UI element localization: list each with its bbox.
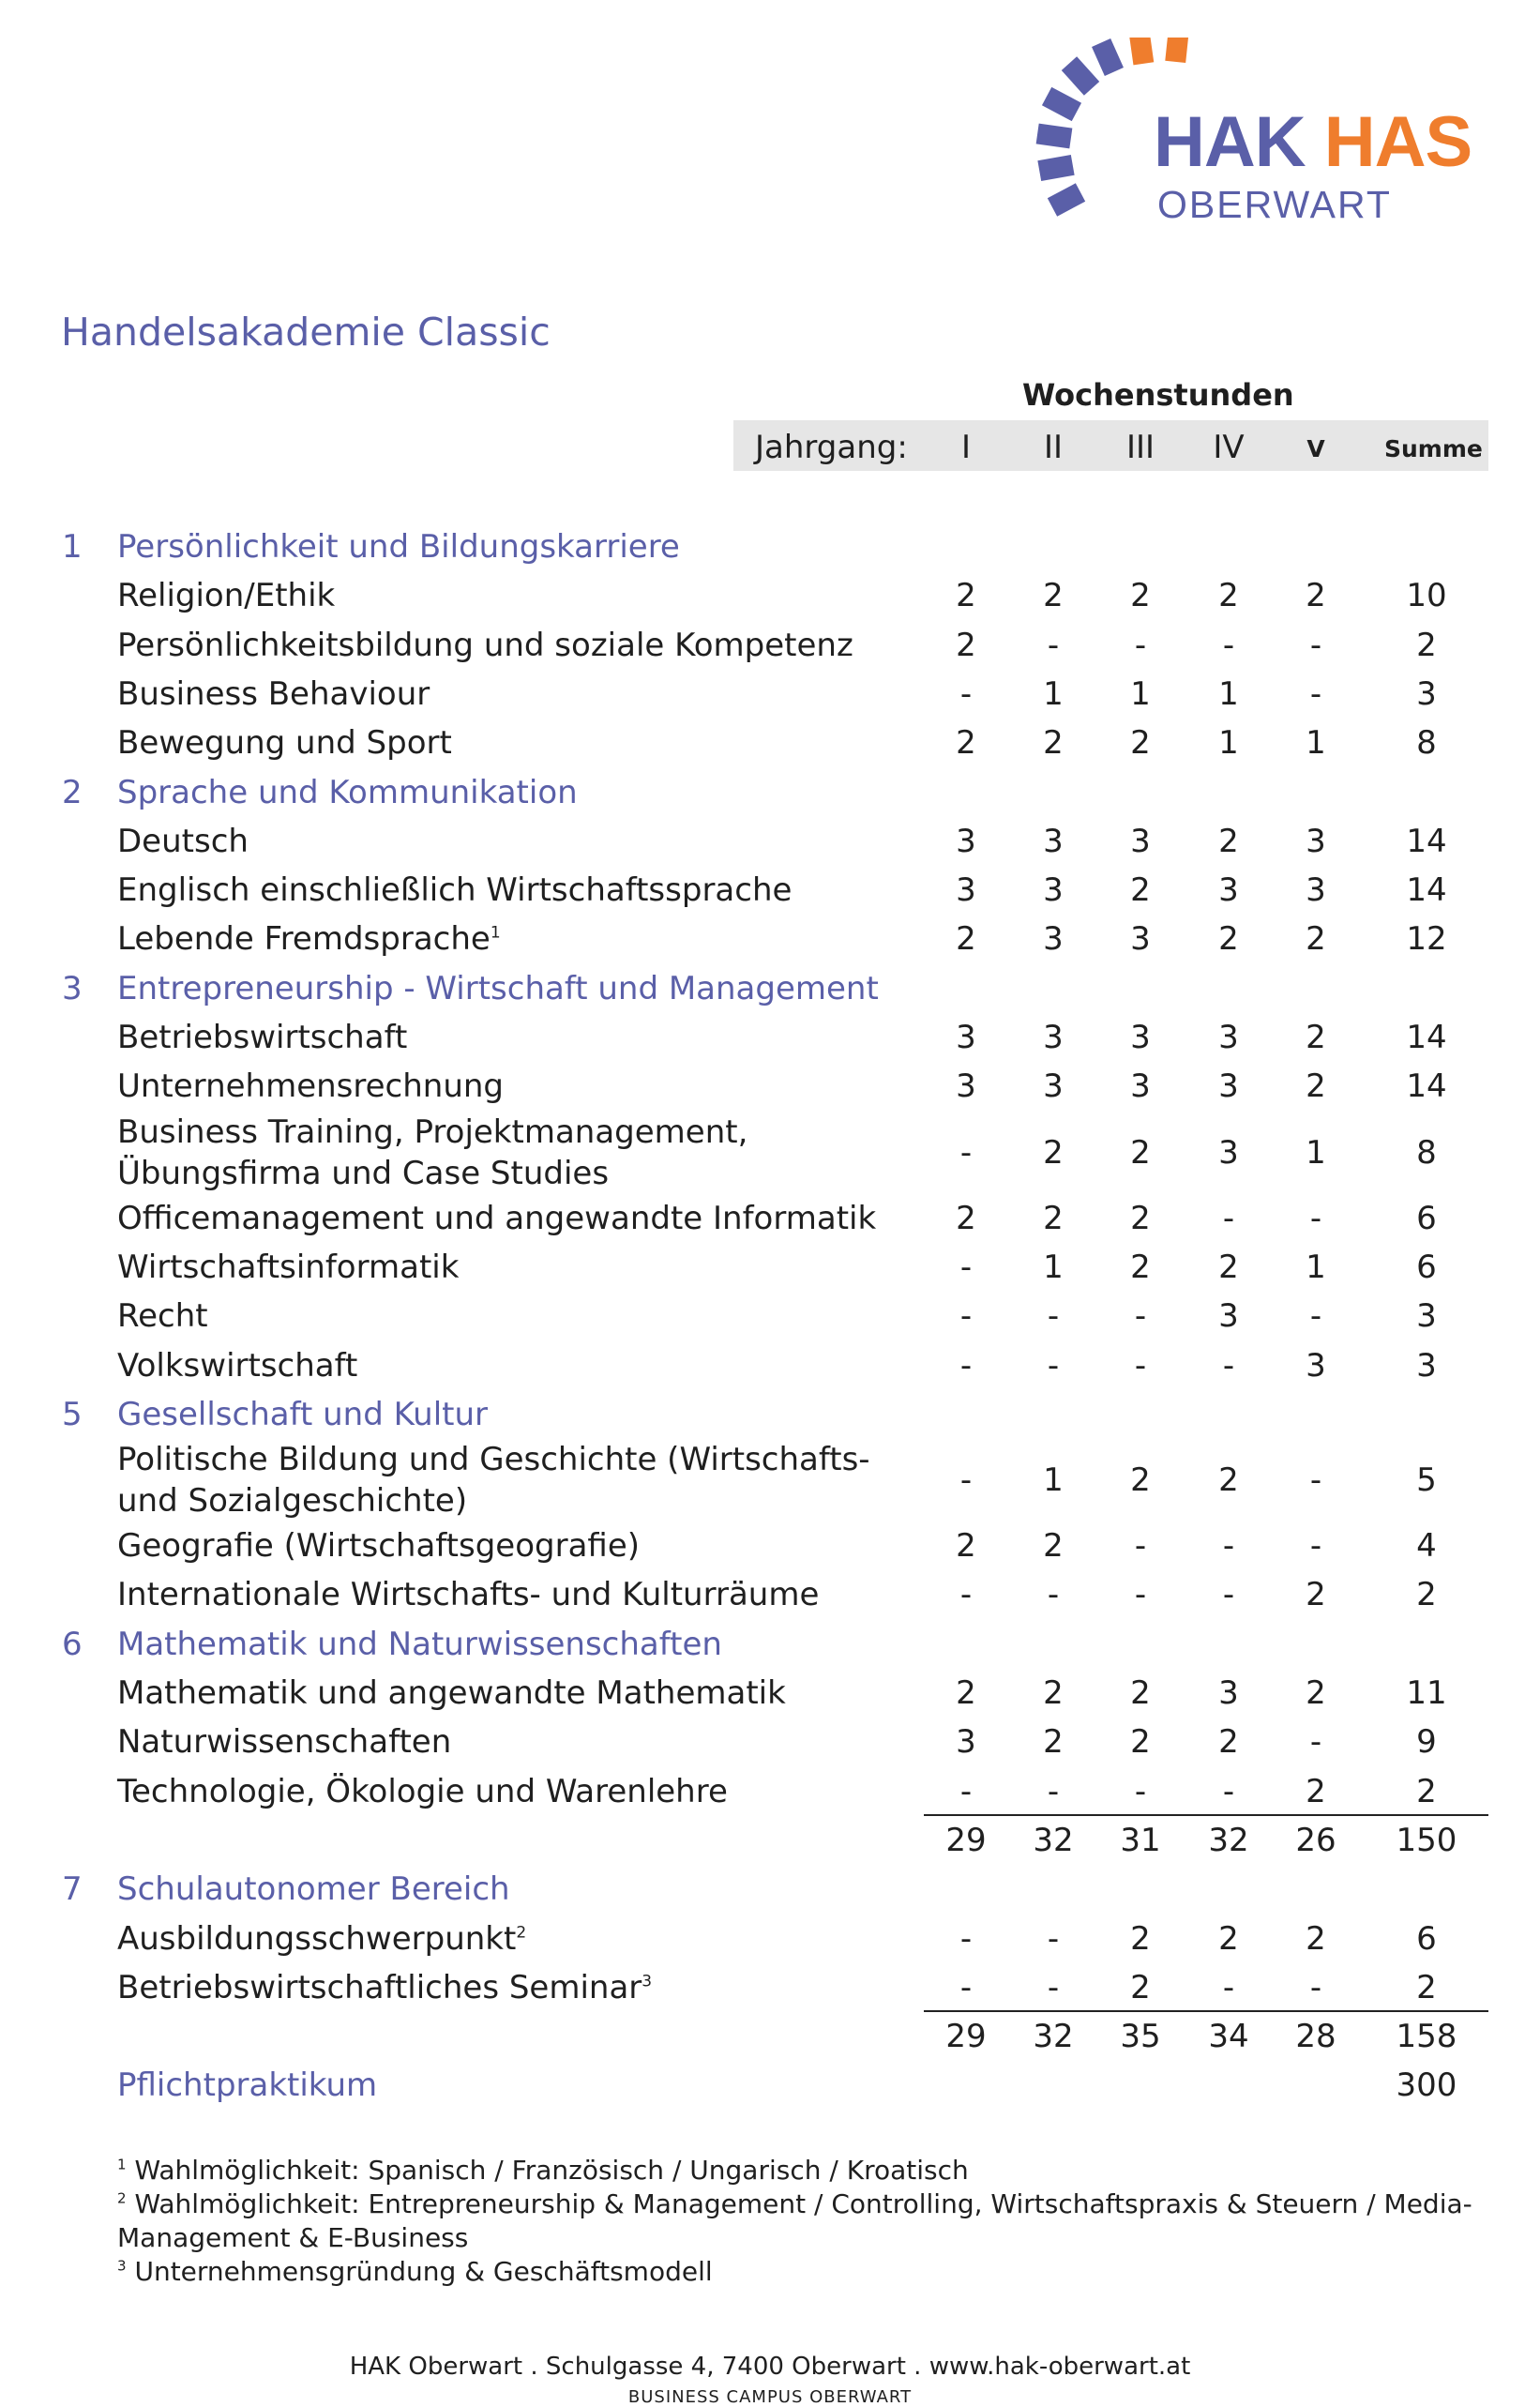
footnote: $^1$ Wahlmöglichkeit: Spanisch / Französisch / Ungarisch / Kroatisch bbox=[117, 2155, 969, 2186]
sum-cell: 9 bbox=[1416, 1723, 1437, 1762]
hours-cell: 2 bbox=[1218, 822, 1239, 860]
hours-cell: 2 bbox=[1130, 871, 1151, 910]
praktikum-hours: 300 bbox=[1396, 2066, 1457, 2105]
subject-row bbox=[0, 670, 1540, 719]
subject-row bbox=[0, 621, 1540, 670]
subject-name: Wirtschaftsinformatik bbox=[117, 1248, 460, 1286]
hours-cell: 3 bbox=[1306, 822, 1326, 860]
section-row bbox=[0, 1865, 1540, 1914]
hours-cell: 3 bbox=[1043, 920, 1064, 959]
hours-cell: 3 bbox=[956, 1067, 976, 1106]
hours-cell: 2 bbox=[956, 724, 976, 763]
hours-cell: 2 bbox=[1043, 1723, 1064, 1762]
hours-cell: 2 bbox=[1306, 1674, 1326, 1712]
hours-cell: 2 bbox=[1218, 1723, 1239, 1762]
col-header: III bbox=[1125, 429, 1155, 466]
hours-cell: - bbox=[959, 1576, 973, 1614]
school-logo bbox=[1032, 38, 1510, 244]
col-header: II bbox=[1043, 429, 1064, 466]
jahrgang-label: Jahrgang: bbox=[755, 429, 908, 466]
footer-tagline: BUSINESS CAMPUS OBERWART bbox=[627, 2387, 913, 2407]
hours-cell: - bbox=[1309, 1723, 1322, 1762]
footnote: $^2$ Wahlmöglichkeit: Entrepreneurship & Management / Controlling, Wirtschaftspraxis & Steuern / Media- bbox=[117, 2188, 1472, 2219]
hours-cell: 3 bbox=[1306, 1346, 1326, 1385]
hours-cell: 2 bbox=[1306, 1019, 1326, 1056]
hours-cell: 2 bbox=[1043, 1199, 1064, 1237]
section-row bbox=[0, 1390, 1540, 1439]
footnote-continued: Management & E-Business bbox=[117, 2222, 469, 2253]
hours-cell: 3 bbox=[1043, 1067, 1064, 1106]
hours-cell: - bbox=[1222, 1346, 1235, 1385]
section-number: 7 bbox=[62, 1870, 83, 1909]
subject-name: Religion/Ethik bbox=[117, 577, 336, 615]
hours-cell: - bbox=[1222, 626, 1235, 664]
section-number: 1 bbox=[62, 528, 83, 566]
subject-name: Persönlichkeitsbildung und soziale Kompetenz bbox=[117, 626, 853, 664]
subject-name: Recht bbox=[117, 1297, 208, 1336]
praktikum-title: Pflichtpraktikum bbox=[117, 2066, 378, 2105]
hours-cell: 31 bbox=[1120, 1821, 1161, 1859]
hours-cell: 3 bbox=[1218, 871, 1239, 910]
hours-cell: 2 bbox=[1043, 724, 1064, 763]
hours-cell: - bbox=[959, 1133, 973, 1172]
subject-name: Unternehmensrechnung bbox=[117, 1067, 505, 1106]
hours-cell: - bbox=[1222, 1576, 1235, 1614]
subject-row bbox=[0, 1963, 1540, 2012]
hours-cell: 3 bbox=[956, 1723, 976, 1762]
page-title: Handelsakademie Classic bbox=[61, 310, 551, 355]
subject-row bbox=[0, 1915, 1540, 1963]
subject-name: Politische Bildung und Geschichte (Wirtschafts- und Sozialgeschichte) bbox=[117, 1441, 870, 1521]
subject-name: Officemanagement und angewandte Informatik bbox=[117, 1199, 877, 1237]
subject-name: Lebende Fremdsprache$^1$ bbox=[117, 920, 501, 959]
hours-cell: 26 bbox=[1295, 1821, 1336, 1859]
sum-cell: 2 bbox=[1416, 1772, 1437, 1810]
sum-cell: 3 bbox=[1416, 674, 1437, 713]
hours-cell: 2 bbox=[1306, 1576, 1326, 1614]
hours-cell: - bbox=[1134, 1346, 1147, 1385]
hours-cell: 2 bbox=[956, 920, 976, 959]
hours-cell: 3 bbox=[956, 822, 976, 860]
subject-name: Mathematik und angewandte Mathematik bbox=[117, 1674, 786, 1712]
hours-cell: 3 bbox=[1218, 1067, 1239, 1106]
hours-cell: 2 bbox=[1130, 1133, 1151, 1172]
hours-cell: - bbox=[1047, 1772, 1060, 1810]
hours-cell: 2 bbox=[956, 626, 976, 664]
hours-cell: - bbox=[1047, 1346, 1060, 1385]
hours-cell: - bbox=[1309, 626, 1322, 664]
subject-name: Volkswirtschaft bbox=[117, 1346, 358, 1385]
section-number: 6 bbox=[62, 1625, 83, 1663]
sum-cell: 11 bbox=[1406, 1674, 1447, 1712]
hours-cell: - bbox=[1134, 1297, 1147, 1336]
subject-row bbox=[0, 1341, 1540, 1390]
hours-cell: - bbox=[1222, 1527, 1235, 1566]
hours-cell: 3 bbox=[1218, 1674, 1239, 1712]
hours-cell: - bbox=[1134, 1772, 1147, 1810]
sum-cell: 6 bbox=[1416, 1199, 1437, 1237]
col-header: IV bbox=[1213, 429, 1245, 466]
col-header: I bbox=[960, 429, 972, 466]
sum-cell: 6 bbox=[1416, 1919, 1437, 1958]
hours-cell: - bbox=[1134, 1576, 1147, 1614]
section-number: 2 bbox=[62, 773, 83, 811]
sum-cell: 3 bbox=[1416, 1297, 1437, 1336]
footnotes bbox=[117, 2154, 1472, 2289]
hours-cell: 2 bbox=[1130, 724, 1151, 763]
hours-cell: 3 bbox=[1130, 1067, 1151, 1106]
summe-header: Summe bbox=[1384, 435, 1483, 462]
hours-cell: 2 bbox=[956, 1674, 976, 1712]
footnote: $^3$ Unternehmensgründung & Geschäftsmodell bbox=[117, 2256, 713, 2287]
hours-cell: 3 bbox=[1130, 1019, 1151, 1056]
subject-row bbox=[0, 1767, 1540, 1816]
subject-row bbox=[0, 915, 1540, 963]
hours-cell: 1 bbox=[1218, 674, 1239, 713]
sum-cell: 14 bbox=[1406, 822, 1447, 860]
hours-cell: 2 bbox=[956, 577, 976, 615]
hours-cell: - bbox=[959, 1919, 973, 1958]
sum-cell: 4 bbox=[1416, 1527, 1437, 1566]
subject-row bbox=[0, 1062, 1540, 1111]
hours-cell: - bbox=[1134, 1527, 1147, 1566]
hours-cell: 2 bbox=[1218, 1919, 1239, 1958]
hours-cell: - bbox=[1309, 674, 1322, 713]
sum-cell: 8 bbox=[1416, 724, 1437, 763]
hours-cell: 2 bbox=[1130, 1248, 1151, 1286]
hours-cell: - bbox=[1222, 1772, 1235, 1810]
hours-cell: 3 bbox=[1130, 920, 1151, 959]
hours-cell: - bbox=[1309, 1527, 1322, 1566]
subject-row bbox=[0, 817, 1540, 866]
subject-row bbox=[0, 866, 1540, 915]
hours-cell: - bbox=[959, 1772, 973, 1810]
logo-wordmark: HAK HAS bbox=[1154, 102, 1472, 182]
subject-row bbox=[0, 1112, 1540, 1194]
hours-cell: 3 bbox=[1218, 1297, 1239, 1336]
hours-cell: 2 bbox=[1218, 1248, 1239, 1286]
hours-cell: - bbox=[959, 1968, 973, 2006]
section-title: Schulautonomer Bereich bbox=[117, 1870, 510, 1909]
section-row bbox=[0, 964, 1540, 1013]
hours-cell: 1 bbox=[1043, 674, 1064, 713]
section-row bbox=[0, 522, 1540, 571]
hours-cell: 1 bbox=[1043, 1248, 1064, 1286]
hours-cell: 3 bbox=[956, 871, 976, 910]
hours-cell: 32 bbox=[1033, 2018, 1074, 2056]
hours-cell: - bbox=[1047, 1297, 1060, 1336]
hours-cell: - bbox=[1222, 1968, 1235, 2006]
subject-row bbox=[0, 1521, 1540, 1570]
hours-cell: 2 bbox=[956, 1527, 976, 1566]
hours-cell: 2 bbox=[1306, 1772, 1326, 1810]
section-number: 3 bbox=[62, 969, 83, 1007]
hours-cell: 3 bbox=[1043, 1019, 1064, 1056]
hours-cell: - bbox=[1047, 626, 1060, 664]
hours-cell: 2 bbox=[1043, 1674, 1064, 1712]
hours-cell: 1 bbox=[1043, 1461, 1064, 1500]
section-row bbox=[0, 1620, 1540, 1669]
hours-cell: 2 bbox=[1130, 1461, 1151, 1500]
subject-name: Deutsch bbox=[117, 822, 249, 860]
subject-name: Ausbildungsschwerpunkt$^2$ bbox=[117, 1919, 527, 1958]
sum-cell: 2 bbox=[1416, 626, 1437, 664]
logo-subtitle: OBERWART bbox=[1157, 183, 1392, 226]
subject-row bbox=[0, 1570, 1540, 1619]
subject-row bbox=[0, 1243, 1540, 1292]
hours-cell: 2 bbox=[1218, 577, 1239, 615]
hours-cell: 3 bbox=[1218, 1133, 1239, 1172]
sum-cell: 158 bbox=[1396, 2018, 1457, 2056]
hours-cell: 29 bbox=[945, 2018, 987, 2056]
hours-cell: 1 bbox=[1130, 674, 1151, 713]
hours-cell: - bbox=[1047, 1919, 1060, 1958]
sum-cell: 14 bbox=[1406, 1067, 1447, 1106]
hours-cell: 28 bbox=[1295, 2018, 1336, 2056]
hours-cell: 29 bbox=[945, 1821, 987, 1859]
section-title: Entrepreneurship - Wirtschaft und Management bbox=[117, 969, 879, 1007]
subject-name: Business Behaviour bbox=[117, 674, 430, 713]
hours-cell: 2 bbox=[1306, 920, 1326, 959]
footer-address: HAK Oberwart . Schulgasse 4, 7400 Oberwart . www.hak-oberwart.at bbox=[349, 2353, 1191, 2381]
hours-cell: - bbox=[1134, 626, 1147, 664]
hours-cell: 2 bbox=[1130, 1968, 1151, 2006]
section-title: Mathematik und Naturwissenschaften bbox=[117, 1625, 722, 1663]
hours-cell: 2 bbox=[1130, 1919, 1151, 1958]
sum-cell: 2 bbox=[1416, 1968, 1437, 2006]
hours-cell: - bbox=[1309, 1461, 1322, 1500]
wochenstunden-header: Wochenstunden bbox=[1022, 377, 1294, 413]
hours-cell: 3 bbox=[1306, 871, 1326, 910]
hours-cell: - bbox=[1309, 1297, 1322, 1336]
sum-cell: 6 bbox=[1416, 1248, 1437, 1286]
praktikum-row bbox=[0, 2061, 1540, 2110]
total-row bbox=[0, 2012, 1540, 2061]
sum-cell: 3 bbox=[1416, 1346, 1437, 1385]
subject-row bbox=[0, 1194, 1540, 1243]
hours-cell: 1 bbox=[1306, 1133, 1326, 1172]
subject-name: Geografie (Wirtschaftsgeografie) bbox=[117, 1527, 640, 1566]
hours-cell: - bbox=[1309, 1968, 1322, 2006]
hours-cell: 32 bbox=[1033, 1821, 1074, 1859]
section-number: 5 bbox=[62, 1395, 83, 1433]
hours-cell: 2 bbox=[1218, 920, 1239, 959]
subject-row bbox=[0, 1013, 1540, 1062]
hours-cell: 3 bbox=[1130, 822, 1151, 860]
subject-row bbox=[0, 1439, 1540, 1521]
subject-row bbox=[0, 1718, 1540, 1766]
hours-cell: 2 bbox=[1130, 577, 1151, 615]
sum-cell: 2 bbox=[1416, 1576, 1437, 1614]
hours-cell: 2 bbox=[1306, 1067, 1326, 1106]
hours-cell: 2 bbox=[956, 1199, 976, 1237]
hours-cell: - bbox=[1047, 1968, 1060, 2006]
subject-name: Technologie, Ökologie und Warenlehre bbox=[117, 1772, 728, 1810]
subject-row bbox=[0, 1669, 1540, 1718]
subject-row bbox=[0, 719, 1540, 767]
col-header: V bbox=[1306, 435, 1325, 462]
sum-cell: 14 bbox=[1406, 871, 1447, 910]
subject-name: Bewegung und Sport bbox=[117, 724, 452, 763]
hours-cell: 2 bbox=[1130, 1723, 1151, 1762]
hours-cell: 2 bbox=[1218, 1461, 1239, 1500]
hours-cell: 3 bbox=[1043, 871, 1064, 910]
hours-cell: 2 bbox=[1043, 577, 1064, 615]
hours-cell: - bbox=[1222, 1199, 1235, 1237]
hours-cell: - bbox=[959, 1248, 973, 1286]
hours-cell: 1 bbox=[1306, 1248, 1326, 1286]
sum-cell: 12 bbox=[1406, 920, 1447, 959]
subject-row bbox=[0, 571, 1540, 620]
subject-name: Betriebswirtschaft bbox=[117, 1019, 408, 1056]
subject-name: Englisch einschließlich Wirtschaftssprache bbox=[117, 871, 793, 910]
hours-cell: 2 bbox=[1306, 577, 1326, 615]
hours-cell: - bbox=[1309, 1199, 1322, 1237]
hours-cell: 3 bbox=[956, 1019, 976, 1056]
subject-name: Naturwissenschaften bbox=[117, 1723, 452, 1762]
sum-cell: 14 bbox=[1406, 1019, 1447, 1056]
hours-cell: 2 bbox=[1043, 1527, 1064, 1566]
subject-name: Business Training, Projektmanagement, Übungsfirma und Case Studies bbox=[117, 1113, 748, 1192]
hours-cell: 3 bbox=[1218, 1019, 1239, 1056]
section-row bbox=[0, 768, 1540, 817]
section-title: Persönlichkeit und Bildungskarriere bbox=[117, 528, 680, 566]
hours-cell: 34 bbox=[1208, 2018, 1249, 2056]
sum-cell: 150 bbox=[1396, 1821, 1457, 1859]
hours-cell: 32 bbox=[1208, 1821, 1249, 1859]
sum-cell: 10 bbox=[1406, 577, 1447, 615]
subject-name: Internationale Wirtschafts- und Kulturräume bbox=[117, 1576, 820, 1614]
subject-row bbox=[0, 1292, 1540, 1340]
section-title: Gesellschaft und Kultur bbox=[117, 1395, 489, 1433]
hours-cell: 35 bbox=[1120, 2018, 1161, 2056]
hours-cell: 2 bbox=[1306, 1919, 1326, 1958]
hours-cell: 1 bbox=[1218, 724, 1239, 763]
subject-name: Betriebswirtschaftliches Seminar$^3$ bbox=[117, 1968, 653, 2006]
hours-cell: - bbox=[959, 674, 973, 713]
section-title: Sprache und Kommunikation bbox=[117, 773, 578, 811]
hours-cell: - bbox=[1047, 1576, 1060, 1614]
hours-cell: 2 bbox=[1130, 1199, 1151, 1237]
hours-cell: 1 bbox=[1306, 724, 1326, 763]
hours-cell: - bbox=[959, 1297, 973, 1336]
hours-cell: 2 bbox=[1043, 1133, 1064, 1172]
hours-cell: - bbox=[959, 1461, 973, 1500]
hours-cell: 3 bbox=[1043, 822, 1064, 860]
hours-cell: 2 bbox=[1130, 1674, 1151, 1712]
total-row bbox=[0, 1816, 1540, 1865]
sum-cell: 8 bbox=[1416, 1133, 1437, 1172]
sum-cell: 5 bbox=[1416, 1461, 1437, 1500]
hours-cell: - bbox=[959, 1346, 973, 1385]
